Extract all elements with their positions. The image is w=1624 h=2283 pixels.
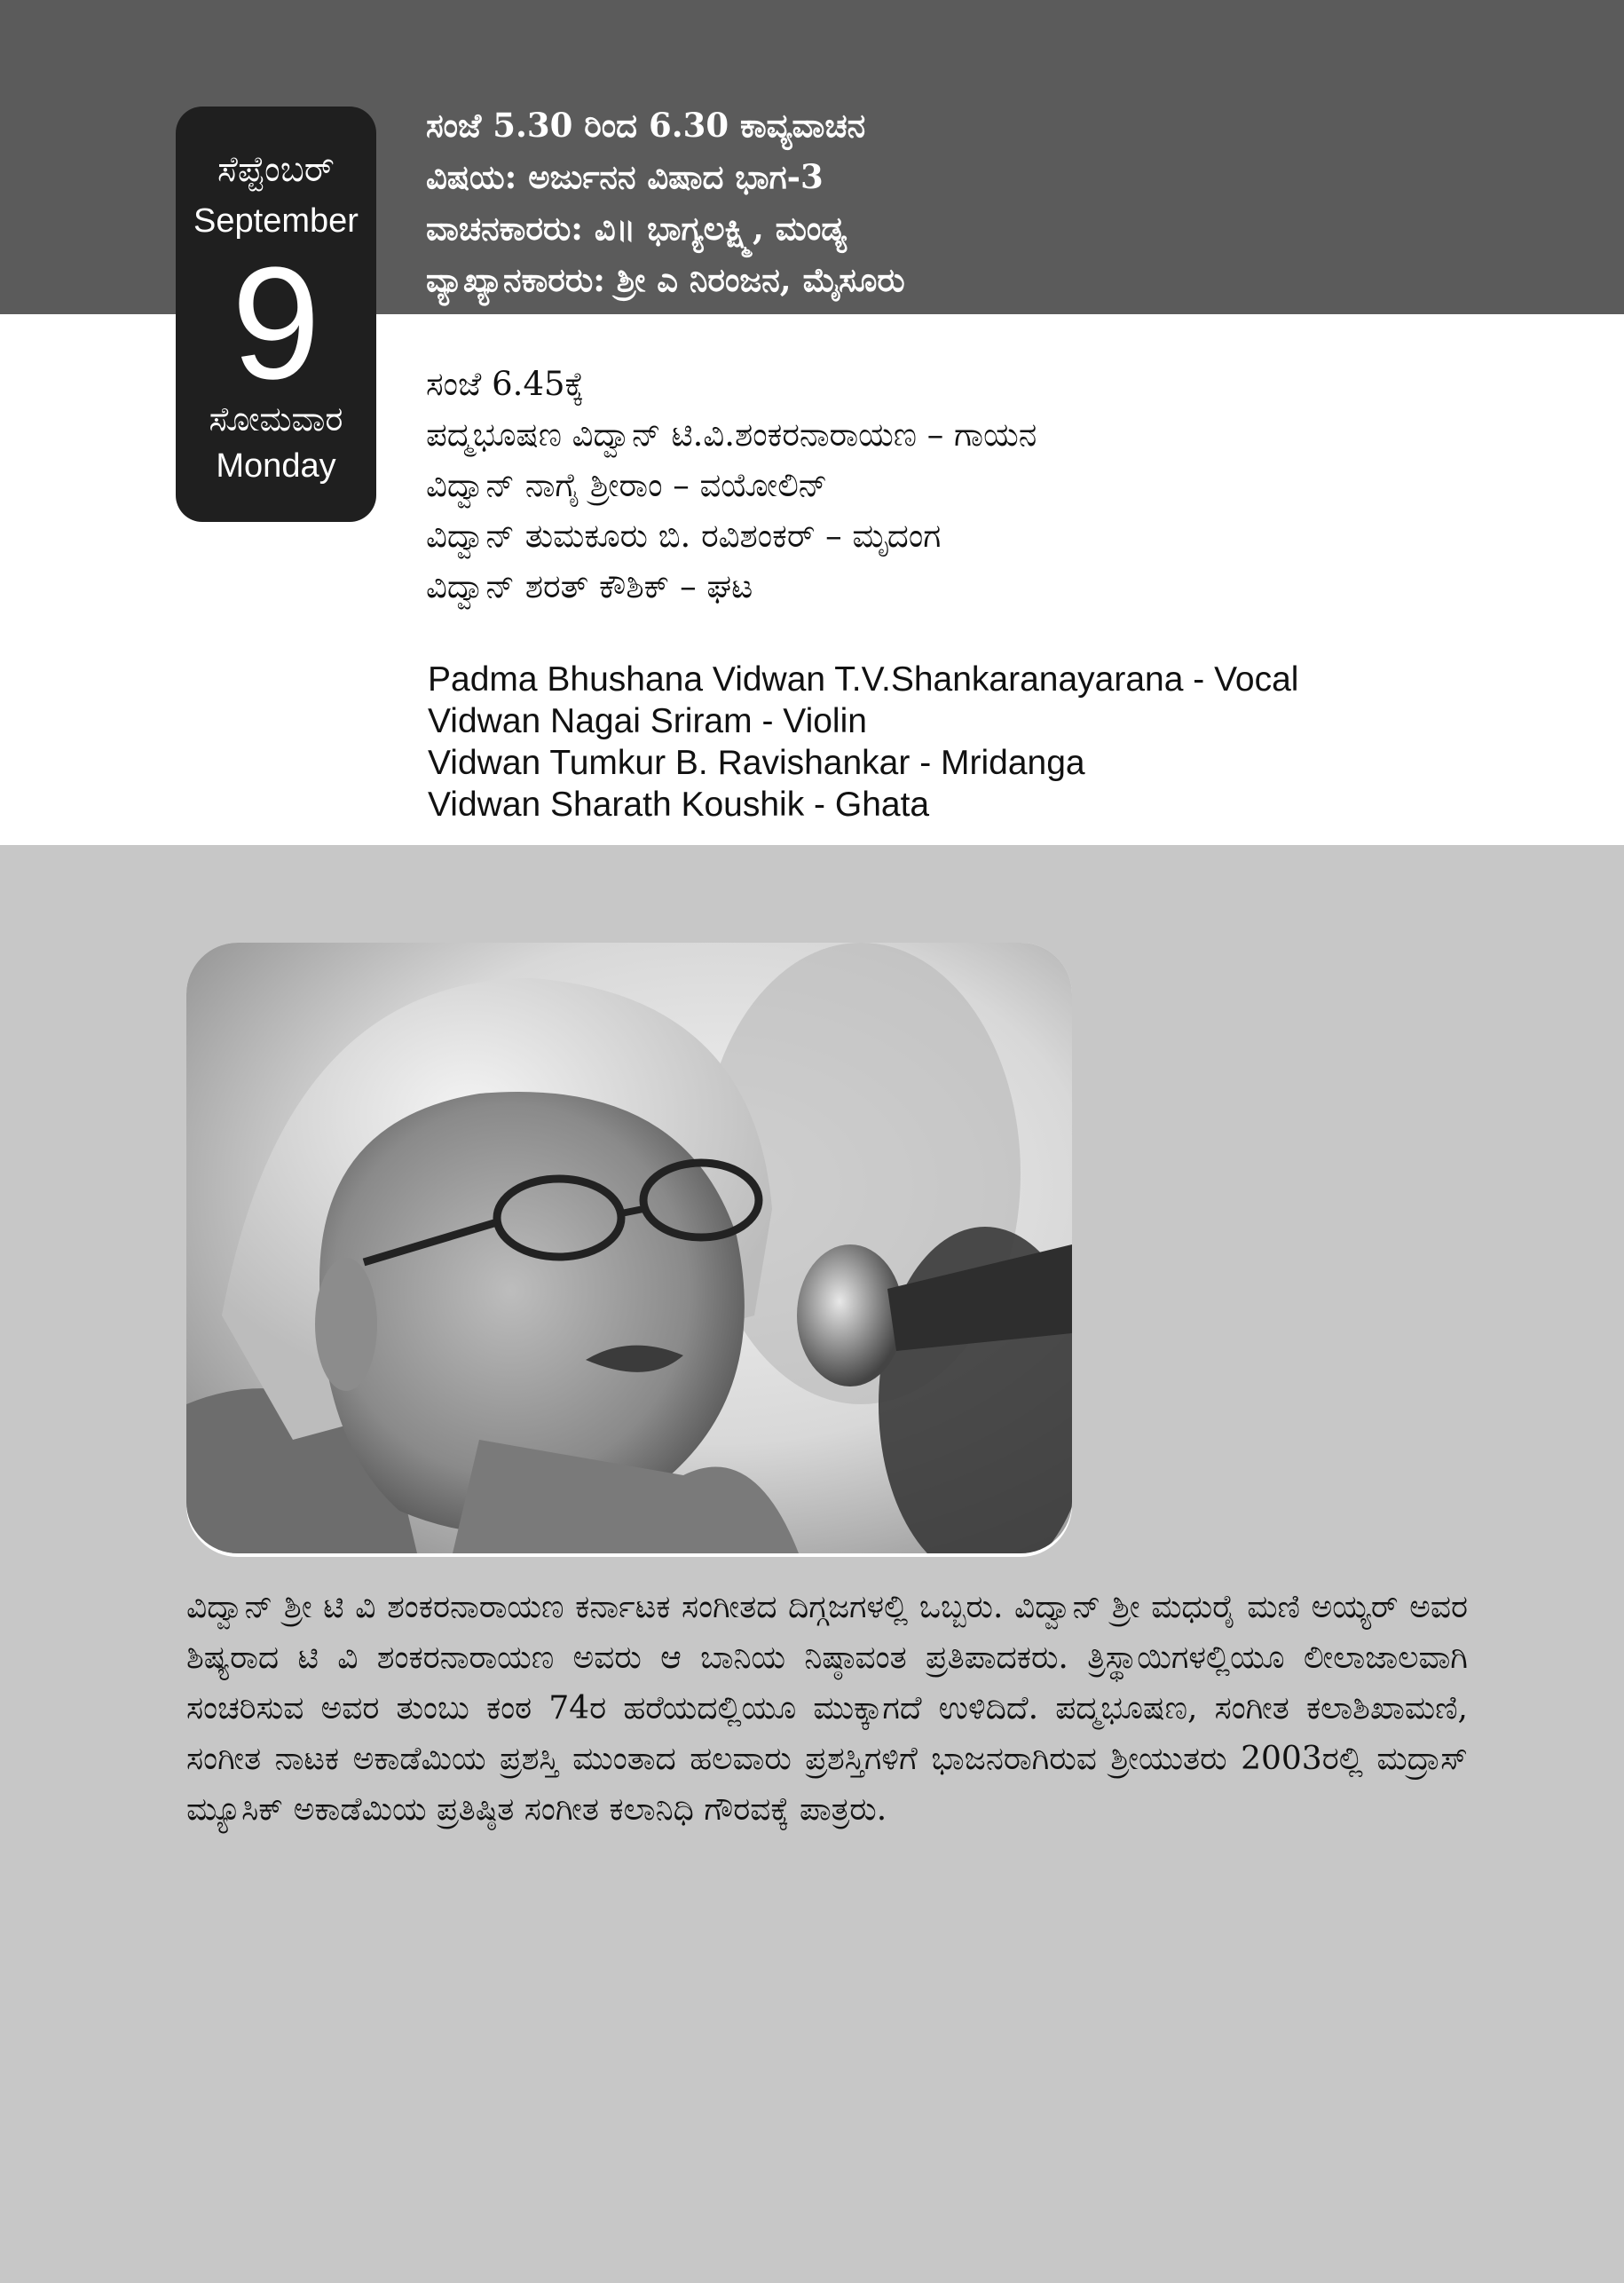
performer-line: ವಿದ್ವಾನ್ ನಾಗೈ ಶ್ರೀರಾಂ – ವಯೋಲಿನ್ — [426, 466, 828, 504]
performer-line: Vidwan Tumkur B. Ravishankar - Mridanga — [428, 744, 1085, 782]
program-line: ವಾಚನಕಾರರು: ವಿ॥ ಭಾಗ್ಯಲಕ್ಷ್ಮಿ, ಮಂಡ್ಯ — [426, 209, 847, 248]
performer-line: Padma Bhushana Vidwan T.V.Shankaranayarana - Vocal — [428, 660, 1299, 699]
month-kannada: ಸೆಪ್ಟೆಂಬರ್ — [217, 149, 335, 190]
concert-english — [428, 659, 1298, 826]
concert-time: ಸಂಜೆ 6.45ಕ್ಕೆ — [426, 365, 585, 403]
artist-photo-illustration — [186, 943, 1072, 1553]
concert-kannada — [426, 359, 1037, 612]
program-line: ಸಂಜೆ 5.30 ರಿಂದ 6.30 ಕಾವ್ಯವಾಚನ — [426, 106, 866, 145]
program-line: ವ್ಯಾಖ್ಯಾನಕಾರರು: ಶ್ರೀ ಎ ನಿರಂಜನ, ಮೈಸೂರು — [426, 260, 905, 299]
program-line: ವಿಷಯ: ಅರ್ಜುನನ ವಿಷಾದ ಭಾಗ-3 — [426, 157, 824, 196]
performer-line: Vidwan Sharath Koushik - Ghata — [428, 786, 930, 824]
month-english: September — [193, 202, 359, 240]
artist-photo — [186, 943, 1072, 1553]
kavyavachana-program — [426, 99, 905, 305]
performer-line: ವಿದ್ವಾನ್ ತುಮಕೂರು ಬಿ. ರವಿಶಂಕರ್ – ಮೃದಂಗ — [426, 517, 942, 555]
performer-line: Vidwan Nagai Sriram - Violin — [428, 702, 867, 740]
artist-biography: ವಿದ್ವಾನ್ ಶ್ರೀ ಟಿ ವಿ ಶಂಕರನಾರಾಯಣ ಕರ್ನಾಟಕ ಸಂಗೀತದ ದಿಗ್ಗಜಗಳಲ್ಲಿ ಒಬ್ಬರು. ವಿದ್ವಾನ್ ಶ್ರೀ ಮಧುರೈ ಮಣಿ ಅಯ್ಯರ್ ಅವರ ಶಿಷ್ಯರಾದ ಟಿ ವಿ ಶಂಕರನಾರಾಯಣ ಅವರು ಆ ಬಾನಿಯ ನಿಷ್ಠಾವಂತ ಪ್ರತಿಪಾದಕರು. ತ್ರಿಸ್ಥಾಯಿಗಳಲ್ಲಿಯೂ ಲೀಲಾಜಾಲವಾಗಿ ಸಂಚರಿಸುವ ಅವರ ತುಂಬು ಕಂಠ 74ರ ಹರೆಯದಲ್ಲಿಯೂ ಮುಕ್ಕಾಗದೆ ಉಳಿದಿದೆ. ಪದ್ಮಭೂಷಣ, ಸಂಗೀತ ಕಲಾಶಿಖಾಮಣಿ, ಸಂಗೀತ ನಾಟಕ ಅಕಾಡೆಮಿಯ ಪ್ರಶಸ್ತಿ ಮುಂತಾದ ಹಲವಾರು ಪ್ರಶಸ್ತಿಗಳಿಗೆ ಭಾಜನರಾಗಿರುವ ಶ್ರೀಯುತರು 2003ರಲ್ಲಿ ಮದ್ರಾಸ್ ಮ್ಯೂಸಿಕ್ ಅಕಾಡೆಮಿಯ ಪ್ರತಿಷ್ಠಿತ ಸಂಗೀತ ಕಲಾನಿಧಿ ಗೌರವಕ್ಕೆ ಪಾತ್ರರು. — [186, 1589, 1468, 1828]
weekday-english: Monday — [216, 447, 336, 485]
day-number: 9 — [231, 234, 321, 413]
date-badge — [176, 107, 376, 522]
weekday-kannada: ಸೋಮವಾರ — [209, 399, 343, 438]
performer-line: ಪದ್ಮಭೂಷಣ ವಿದ್ವಾನ್ ಟಿ.ವಿ.ಶಂಕರನಾರಾಯಣ – ಗಾಯನ — [426, 415, 1037, 454]
performer-line: ವಿದ್ವಾನ್ ಶರತ್ ಕೌಶಿಕ್ – ಘಟ — [426, 567, 753, 605]
